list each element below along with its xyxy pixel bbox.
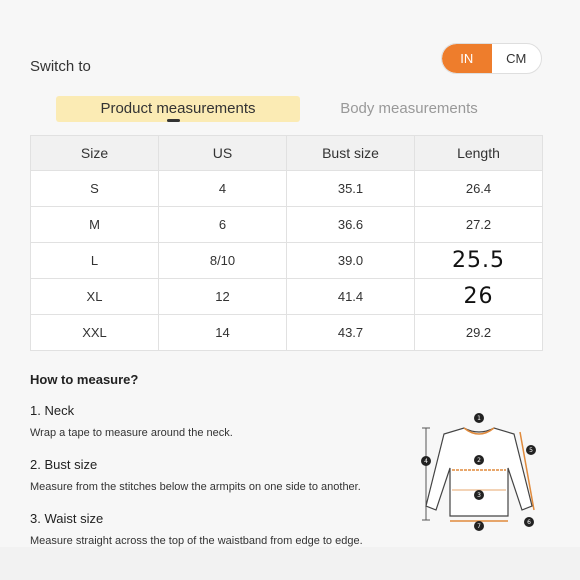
cell-bust: 39.0 [287,243,415,279]
cell-us: 8/10 [159,243,287,279]
cell-us: 12 [159,279,287,315]
cell-length: 27.2 [415,207,543,243]
step-waist-desc: Measure straight across the top of the waistband from edge to edge. [30,535,363,547]
bottom-fade [0,547,580,580]
marker-6: 6 [527,519,531,526]
marker-7: 7 [477,523,481,530]
header-size: Size [31,136,159,171]
table-row [31,279,543,315]
switch-to-label: Switch to [30,58,91,75]
cell-size: L [31,243,159,279]
cell-bust: 41.4 [287,279,415,315]
cell-us: 6 [159,207,287,243]
table-row [31,171,543,207]
unit-in-button[interactable]: IN [442,44,492,73]
unit-toggle[interactable] [441,43,542,74]
table-row [31,243,543,279]
step-bust-title: 2. Bust size [30,457,98,472]
cell-size: XXL [31,315,159,351]
cell-bust: 43.7 [287,315,415,351]
table-row [31,207,543,243]
tab-product-label: Product measurements [100,100,256,117]
cell-us: 14 [159,315,287,351]
how-to-measure-title: How to measure? [30,372,139,387]
step-bust-desc: Measure from the stitches below the armpits on one side to another. [30,481,361,493]
step-waist-title: 3. Waist size [30,511,104,526]
cell-size: M [31,207,159,243]
tab-body-measurements[interactable]: Body measurements [340,100,478,117]
marker-1: 1 [477,415,481,422]
cell-size: S [31,171,159,207]
cell-length-handwritten: 26 [415,279,543,315]
header-length: Length [415,136,543,171]
cell-size: XL [31,279,159,315]
sweater-measurement-diagram [416,410,542,536]
table-header-row [31,136,543,171]
active-tab-indicator [167,119,180,122]
unit-cm-button[interactable]: CM [506,51,527,66]
header-bust-size: Bust size [287,136,415,171]
cell-length: 26.4 [415,171,543,207]
cell-length: 29.2 [415,315,543,351]
header-us: US [159,136,287,171]
marker-2: 2 [477,457,481,464]
cell-bust: 36.6 [287,207,415,243]
marker-5: 5 [529,447,533,454]
step-neck-desc: Wrap a tape to measure around the neck. [30,427,233,439]
marker-4: 4 [424,458,428,465]
marker-3: 3 [477,492,481,499]
cell-us: 4 [159,171,287,207]
table-row [31,315,543,351]
step-neck-title: 1. Neck [30,403,75,418]
cell-bust: 35.1 [287,171,415,207]
size-chart-table [30,135,543,351]
cell-length-handwritten: 25.5 [415,243,543,279]
